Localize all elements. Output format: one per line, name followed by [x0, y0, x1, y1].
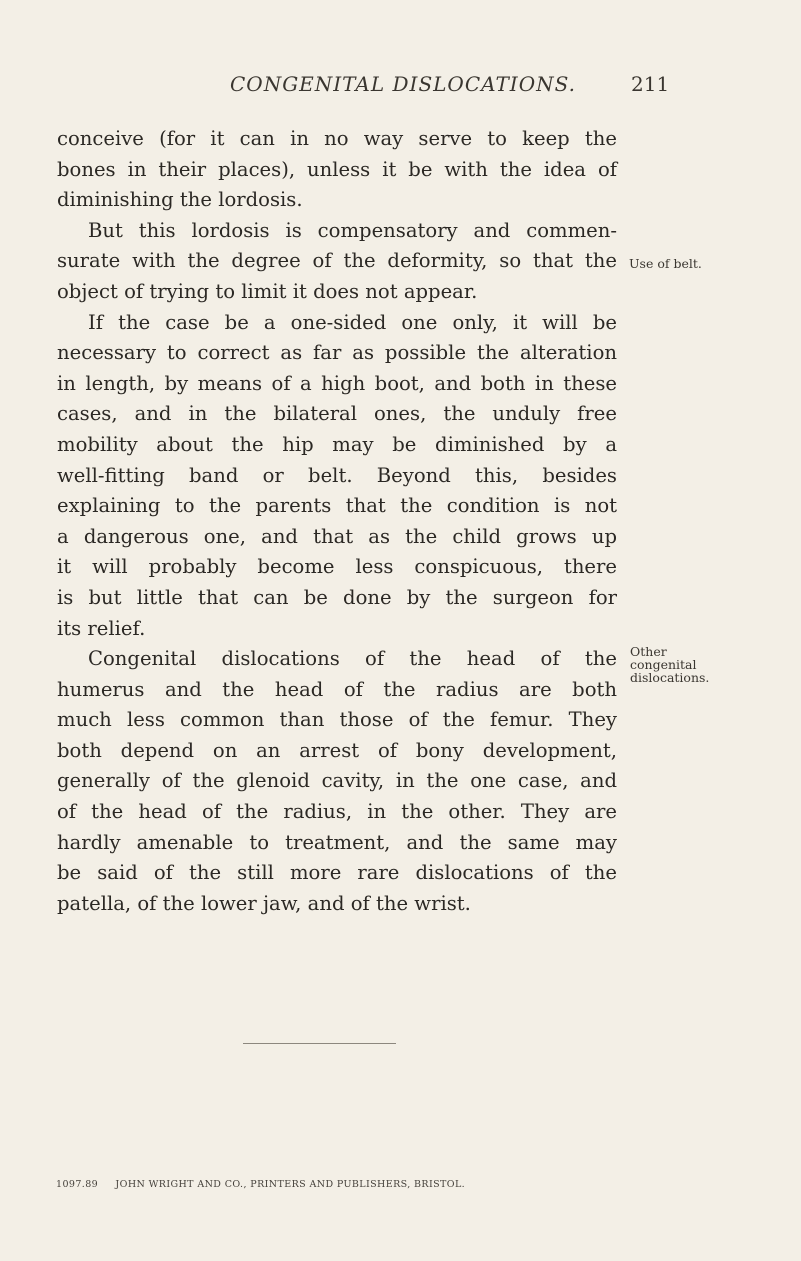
- imprint-text: JOHN WRIGHT AND CO., PRINTERS AND PUBLISHERS, BRISTOL.: [115, 1179, 466, 1190]
- text-line: diminishing the lordosis.: [57, 188, 303, 212]
- text-line: much less common than those of the femur. They: [57, 708, 617, 732]
- text-line: bones in their places), unless it be with the idea of: [57, 157, 617, 181]
- text-line: generally of the glenoid cavity, in the one case, and: [57, 769, 617, 793]
- text-line: explaining to the parents that the condition is not: [57, 494, 617, 518]
- page-number: 211: [631, 72, 670, 96]
- text-line: But this lordosis is compensatory and commen-: [88, 218, 617, 242]
- text-line: is but little that can be done by the surgeon for: [57, 585, 617, 609]
- text-line: both depend on an arrest of bony development,: [57, 738, 617, 762]
- imprint-code: 1097.89: [56, 1179, 99, 1190]
- text-line: mobility about the hip may be diminished by a: [57, 432, 617, 456]
- text-line: surate with the degree of the deformity, so that the: [57, 249, 617, 273]
- text-line: If the case be a one-sided one only, it will be: [88, 310, 617, 334]
- text-line: Congenital dislocations of the head of the: [88, 647, 617, 671]
- printer-imprint: [56, 1179, 465, 1190]
- text-line: it will probably become less conspicuous, there: [57, 555, 617, 579]
- text-line: necessary to correct as far as possible the alteration: [57, 341, 617, 365]
- body-text: [57, 124, 617, 919]
- text-line: its relief.: [57, 616, 146, 640]
- margin-note-other-congenital-dislocations: [630, 645, 709, 684]
- text-line: in length, by means of a high boot, and both in these: [57, 371, 617, 395]
- margin-note-line: congenital: [630, 657, 697, 672]
- text-line: patella, of the lower jaw, and of the wrist.: [57, 891, 471, 915]
- text-line: a dangerous one, and that as the child grows up: [57, 524, 617, 548]
- margin-note-line: dislocations.: [630, 670, 710, 685]
- text-line: object of trying to limit it does not appear.: [57, 279, 478, 303]
- text-line: cases, and in the bilateral ones, the unduly free: [57, 402, 617, 426]
- margin-note-use-of-belt: Use of belt.: [629, 256, 702, 271]
- text-line: of the head of the radius, in the other. They are: [57, 800, 617, 824]
- end-rule: [243, 1043, 396, 1044]
- text-line: humerus and the head of the radius are both: [57, 677, 617, 701]
- running-title: CONGENITAL DISLOCATIONS.: [230, 72, 576, 96]
- text-line: conceive (for it can in no way serve to keep the: [57, 127, 617, 150]
- text-line: be said of the still more rare dislocations of the: [57, 861, 617, 885]
- running-head: [0, 72, 801, 102]
- margin-note-line: Other: [630, 644, 667, 659]
- text-line: hardly amenable to treatment, and the same may: [57, 830, 617, 854]
- text-line: well-fitting band or belt. Beyond this, besides: [57, 463, 617, 487]
